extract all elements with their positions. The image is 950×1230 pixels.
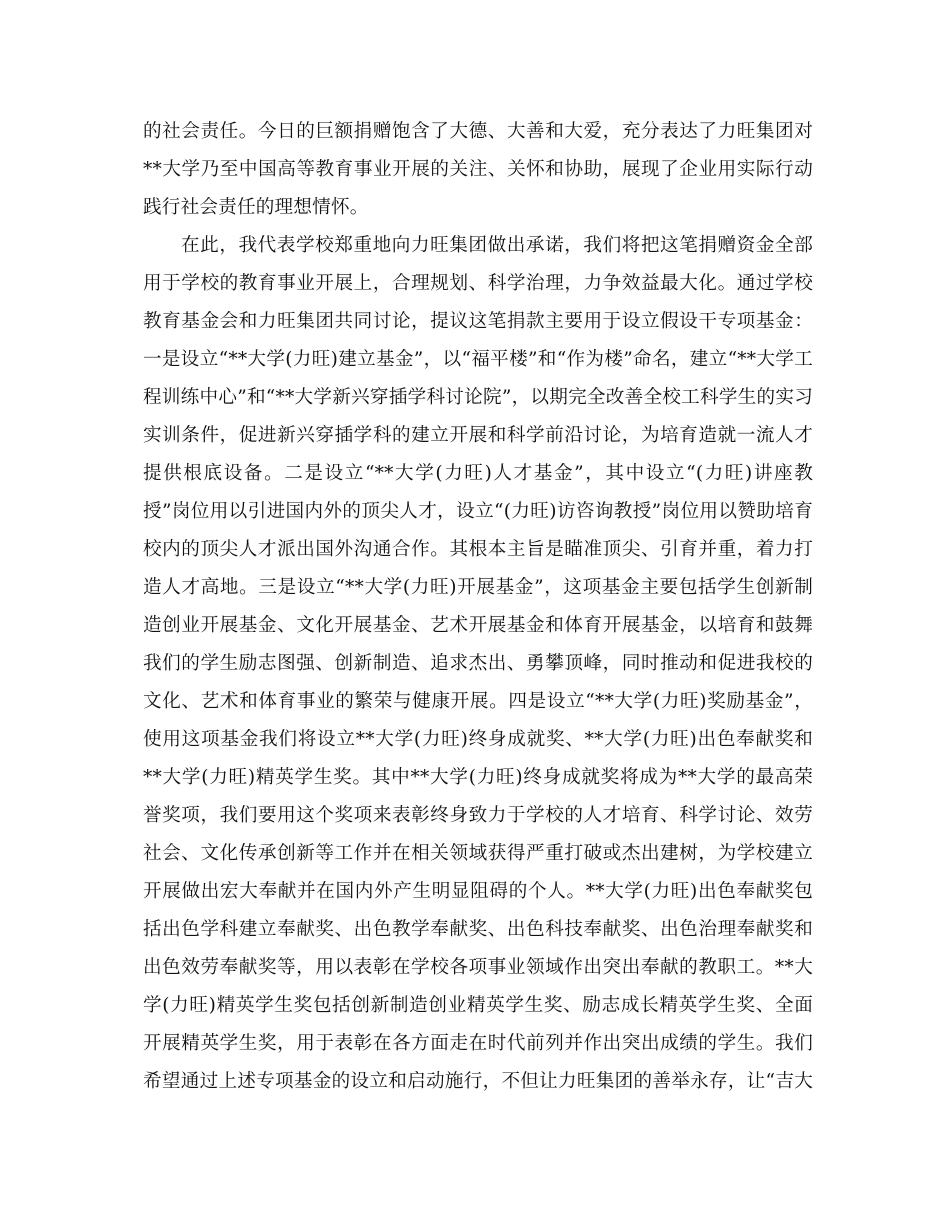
text-line: 文化、艺术和体育事业的繁荣与健康开展。四是设立“**大学(力旺)奖励基金”， — [143, 691, 813, 712]
text-line: **大学(力旺)精英学生奖。其中**大学(力旺)终身成就奖将成为**大学的最高荣 — [143, 767, 813, 788]
text-line: 一是设立“**大学(力旺)建立基金”，以“福平楼”和“作为楼”命名，建立“**大学工 — [143, 349, 813, 370]
paragraph-first-line: 在此，我代表学校郑重地向力旺集团做出承诺，我们将把这笔捐赠资金全部 — [181, 235, 813, 256]
text-line: 社会、文化传承创新等工作并在相关领域获得严重打破或杰出建树，为学校建立 — [143, 843, 813, 864]
text-line: 使用这项基金我们将设立**大学(力旺)终身成就奖、**大学(力旺)出色奉献奖和 — [143, 729, 813, 750]
text-line: 程训练中心”和“**大学新兴穿插学科讨论院”，以期完全改善全校工科学生的实习 — [143, 387, 813, 408]
text-line: 造人才高地。三是设立“**大学(力旺)开展基金”，这项基金主要包括学生创新制 — [143, 577, 813, 598]
text-line: 我们的学生励志图强、创新制造、追求杰出、勇攀顶峰，同时推动和促进我校的 — [143, 653, 813, 674]
text-line: 践行社会责任的理想情怀。 — [143, 197, 369, 218]
text-line: 的社会责任。今日的巨额捐赠饱含了大德、大善和大爱，充分表达了力旺集团对 — [143, 121, 813, 142]
text-line: 实训条件，促进新兴穿插学科的建立开展和科学前沿讨论，为培育造就一流人才 — [143, 425, 813, 446]
text-line: 希望通过上述专项基金的设立和启动施行，不但让力旺集团的善举永存，让“吉大 — [143, 1071, 813, 1092]
text-line: 造创业开展基金、文化开展基金、艺术开展基金和体育开展基金，以培育和鼓舞 — [143, 615, 813, 636]
text-line: 校内的顶尖人才派出国外沟通合作。其根本主旨是瞄准顶尖、引育并重，着力打 — [143, 539, 813, 560]
text-line: 提供根底设备。二是设立“**大学(力旺)人才基金”，其中设立“(力旺)讲座教 — [143, 463, 813, 484]
text-line: 学(力旺)精英学生奖包括创新制造创业精英学生奖、励志成长精英学生奖、全面 — [143, 995, 813, 1016]
text-line: 授”岗位用以引进国内外的顶尖人才，设立“(力旺)访咨询教授”岗位用以赞助培育 — [143, 501, 813, 522]
text-line: 出色效劳奉献奖等，用以表彰在学校各项事业领域作出突出奉献的教职工。**大 — [143, 957, 813, 978]
text-line: 誉奖项，我们要用这个奖项来表彰终身致力于学校的人才培育、科学讨论、效劳 — [143, 805, 813, 826]
text-line: **大学乃至中国高等教育事业开展的关注、关怀和协助，展现了企业用实际行动 — [143, 159, 813, 180]
text-line: 括出色学科建立奉献奖、出色教学奉献奖、出色科技奉献奖、出色治理奉献奖和 — [143, 919, 813, 940]
text-line: 开展精英学生奖，用于表彰在各方面走在时代前列并作出突出成绩的学生。我们 — [143, 1033, 813, 1054]
text-line: 开展做出宏大奉献并在国内外产生明显阻碍的个人。**大学(力旺)出色奉献奖包 — [143, 881, 813, 902]
text-line: 用于学校的教育事业开展上，合理规划、科学治理，力争效益最大化。通过学校 — [143, 273, 813, 294]
text-line: 教育基金会和力旺集团共同讨论，提议这笔捐款主要用于设立假设干专项基金： — [143, 311, 813, 332]
